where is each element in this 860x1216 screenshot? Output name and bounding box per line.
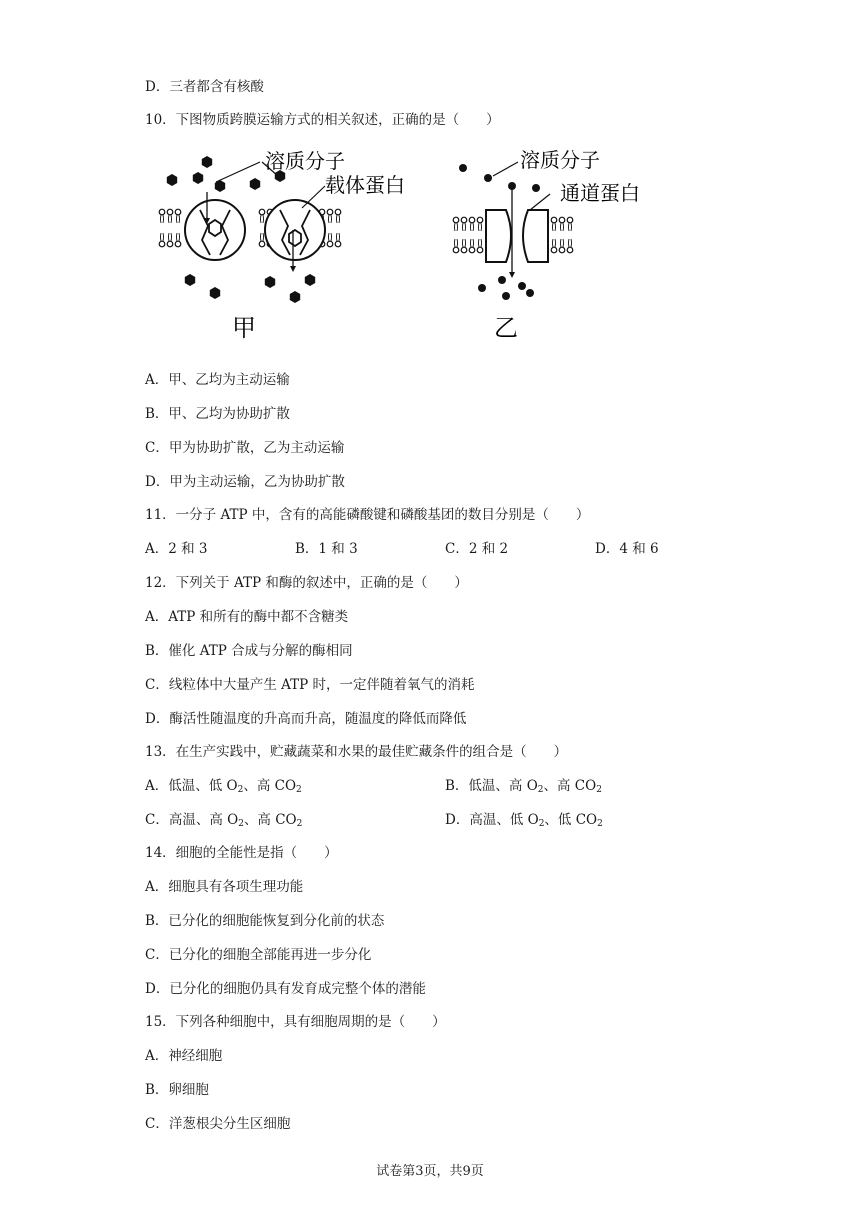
q13-option-c: C．高温、高 $O_2$、高 $CO_2$ bbox=[145, 812, 303, 829]
q15-option-b: B．卵细胞 bbox=[145, 1082, 209, 1098]
label-solute-jia: 溶质分子 bbox=[265, 149, 345, 173]
page-footer: 试卷第3页，共9页 bbox=[376, 1164, 484, 1179]
q12-option-b: B．催化 ATP 合成与分解的酶相同 bbox=[145, 643, 353, 659]
q14-option-c: C．已分化的细胞全部能再进一步分化 bbox=[145, 947, 372, 963]
q10-option-a: A．甲、乙均为主动运输 bbox=[145, 372, 290, 388]
label-jia: 甲 bbox=[232, 314, 256, 342]
bilayer-yi bbox=[453, 217, 573, 253]
label-yi: 乙 bbox=[494, 314, 518, 342]
label-solute-yi: 溶质分子 bbox=[520, 148, 600, 172]
q13-option-b: B．低温、高 $O_2$、高 $CO_2$ bbox=[445, 778, 602, 795]
label-channel-protein: 通道蛋白 bbox=[560, 181, 640, 205]
q14-option-d: D．已分化的细胞仍具有发育成完整个体的潜能 bbox=[145, 981, 426, 997]
q14-option-a: A．细胞具有各项生理功能 bbox=[145, 879, 304, 895]
carrier-protein-2 bbox=[265, 200, 325, 272]
q14-option-b: B．已分化的细胞能恢复到分化前的状态 bbox=[145, 913, 385, 929]
q11-option-a: A．2 和 3 bbox=[145, 541, 208, 557]
q11-option-c: C．2 和 2 bbox=[445, 541, 509, 557]
q10-stem: 10．下图物质跨膜运输方式的相关叙述，正确的是（ ） bbox=[145, 112, 500, 128]
q13-option-a: A．低温、低 $O_2$、高 $CO_2$ bbox=[145, 778, 302, 795]
q15-option-a: A．神经细胞 bbox=[145, 1048, 223, 1064]
membrane-transport-figure bbox=[150, 140, 670, 350]
q10-option-b: B．甲、乙均为协助扩散 bbox=[145, 406, 290, 422]
carrier-protein-1 bbox=[185, 192, 245, 260]
q9-option-d: D．三者都含有核酸 bbox=[145, 79, 264, 95]
panel-jia bbox=[159, 149, 405, 342]
q11-option-d: D．4 和 6 bbox=[595, 541, 659, 557]
q10-option-d: D．甲为主动运输，乙为协助扩散 bbox=[145, 474, 345, 490]
q13-option-d: D．高温、低 $O_2$、低 $CO_2$ bbox=[445, 812, 603, 829]
channel-protein bbox=[486, 186, 548, 278]
q14-stem: 14．细胞的全能性是指（ ） bbox=[145, 845, 338, 861]
panel-yi bbox=[453, 148, 640, 342]
q12-option-d: D．酶活性随温度的升高而升高，随温度的降低而降低 bbox=[145, 711, 467, 727]
q15-option-c: C．洋葱根尖分生区细胞 bbox=[145, 1116, 291, 1132]
q13-stem: 13．在生产实践中，贮藏蔬菜和水果的最佳贮藏条件的组合是（ ） bbox=[145, 744, 568, 760]
q11-stem: 11．一分子 ATP 中，含有的高能磷酸键和磷酸基团的数目分别是（ ） bbox=[145, 507, 590, 523]
q10-option-c: C．甲为协助扩散，乙为主动运输 bbox=[145, 440, 345, 456]
q12-stem: 12．下列关于 ATP 和酶的叙述中，正确的是（ ） bbox=[145, 575, 468, 591]
q11-option-b: B．1 和 3 bbox=[295, 541, 358, 557]
q12-option-c: C．线粒体中大量产生 ATP 时，一定伴随着氧气的消耗 bbox=[145, 677, 475, 693]
q15-stem: 15．下列各种细胞中，具有细胞周期的是（ ） bbox=[145, 1014, 446, 1030]
label-carrier-protein: 载体蛋白 bbox=[325, 173, 405, 197]
q12-option-a: A．ATP 和所有的酶中都不含糖类 bbox=[145, 609, 349, 625]
